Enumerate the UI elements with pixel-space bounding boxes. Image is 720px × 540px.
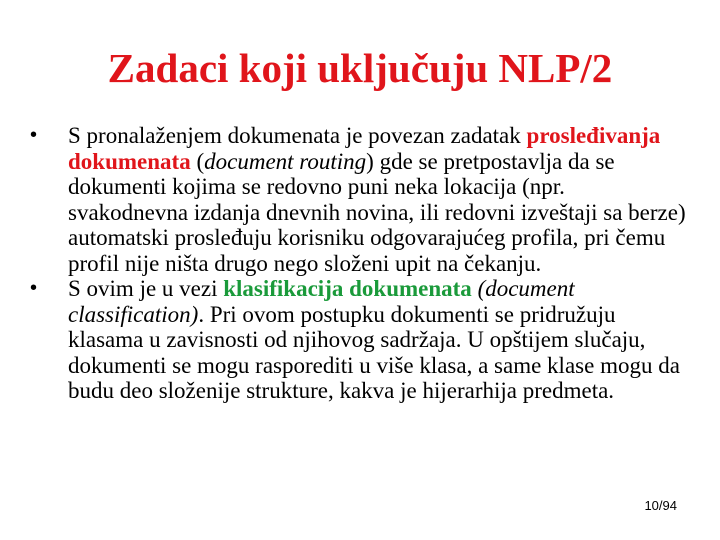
italic-term: document routing xyxy=(204,148,367,174)
highlight-term: prosleđivanja dokumenata xyxy=(68,123,661,174)
bullet-text: S ovim je u vezi xyxy=(68,276,224,301)
bullet-list xyxy=(30,123,690,404)
highlight-term: klasifikacija dokumenata xyxy=(223,276,472,301)
bullet-item-document-routing xyxy=(30,123,690,276)
bullet-marker: • xyxy=(30,277,38,299)
bullet-item-document-classification xyxy=(30,276,690,404)
italic-term: (document classification) xyxy=(68,276,575,327)
page-number: 10/94 xyxy=(644,498,677,513)
bullet-text: ( xyxy=(190,148,205,174)
bullet-text: S pronalaženjem dokumenata je povezan zadatak xyxy=(68,123,527,148)
bullet-marker: • xyxy=(30,124,38,146)
slide-title: Zadaci koji uključuju NLP/2 xyxy=(107,45,613,91)
bullet-text: . Pri ovom postupku dokumenti se pridružuju klasama u zavisnosti od njihovog sadržaja. U opštijem slučaju, dokumenti se mogu rasporediti u više klasa, a same klase mogu da budu deo složenije strukture, kakva je hijerarhija predmeta. xyxy=(68,301,680,403)
bullet-text: ) gde se pretpostavlja da se dokumenti kojima se redovno puni neka lokacija (npr. svakodnevna izdanja dnevnih novina, ili redovni izveštaji sa berze) automatski prosleđuju korisniku odgovarajućeg profila, pri čemu profil nije ništa drugo nego složeni upit na čekanju. xyxy=(68,148,686,276)
